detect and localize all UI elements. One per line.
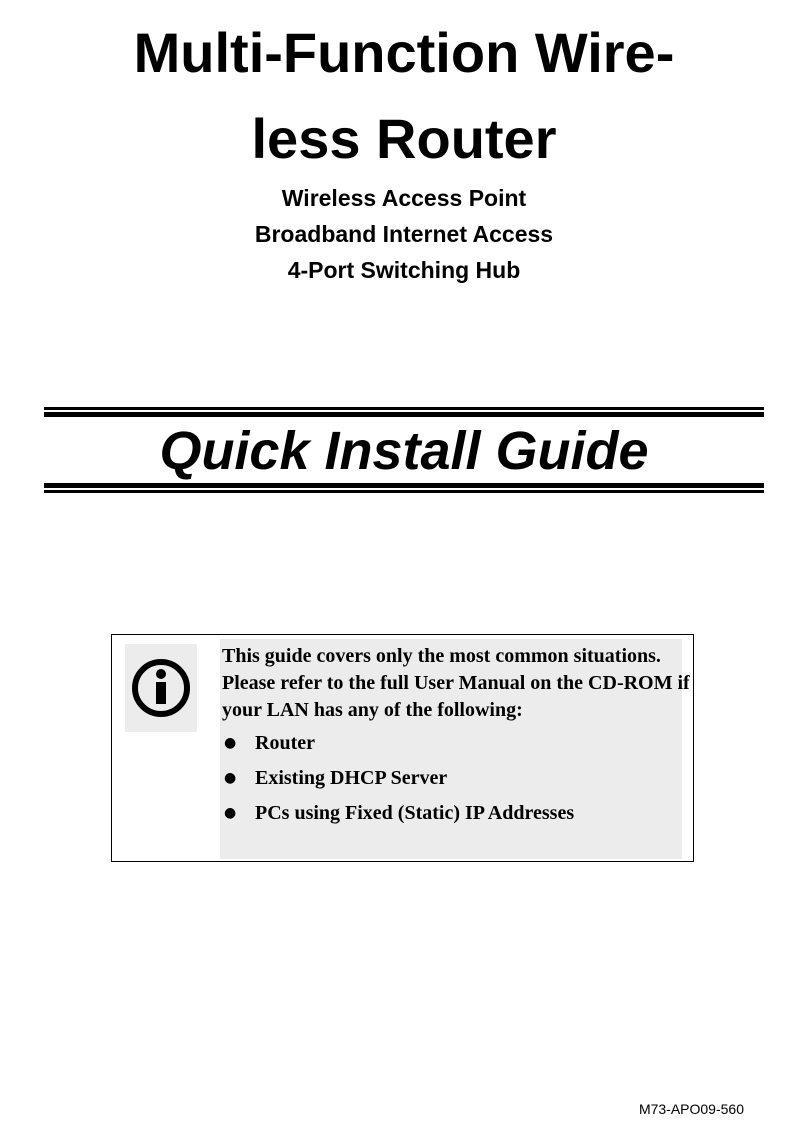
document-title — [40, 10, 768, 182]
bullet-icon: ● — [224, 735, 237, 751]
notice-icon-panel — [125, 644, 197, 732]
list-item-label: Existing DHCP Server — [255, 767, 448, 789]
notice-intro: This guide covers only the most common situations. Please refer to the full User Manual on the CD-ROM if your LAN has any of the following: — [222, 645, 690, 721]
guide-title: Quick Install Guide — [159, 421, 649, 481]
list-item — [222, 726, 692, 761]
divider-top-thin — [44, 407, 764, 410]
list-item — [222, 761, 692, 796]
document-code: M73-APO09-560 — [638, 1101, 744, 1117]
notice-body — [222, 643, 692, 831]
divider-bottom-thick — [44, 483, 764, 488]
bullet-icon: ● — [224, 770, 237, 786]
document-title-line-1: Multi-Function Wire- — [133, 21, 675, 84]
divider-bottom-thin — [44, 490, 764, 493]
document-title-line-2: less Router — [251, 107, 557, 170]
bullet-icon: ● — [224, 805, 237, 821]
notice-box — [111, 634, 694, 862]
subtitle-wireless-access-point: Wireless Access Point — [281, 185, 527, 211]
subtitle-switching-hub: 4-Port Switching Hub — [287, 257, 521, 283]
list-item-label: Router — [255, 732, 315, 754]
info-icon — [131, 658, 191, 718]
notice-list — [222, 726, 692, 831]
divider-top-thick — [44, 412, 764, 417]
list-item — [222, 796, 692, 831]
subtitle-broadband-internet-access: Broadband Internet Access — [254, 221, 554, 247]
feature-subtitles — [100, 180, 708, 288]
list-item-label: PCs using Fixed (Static) IP Addresses — [255, 802, 575, 824]
